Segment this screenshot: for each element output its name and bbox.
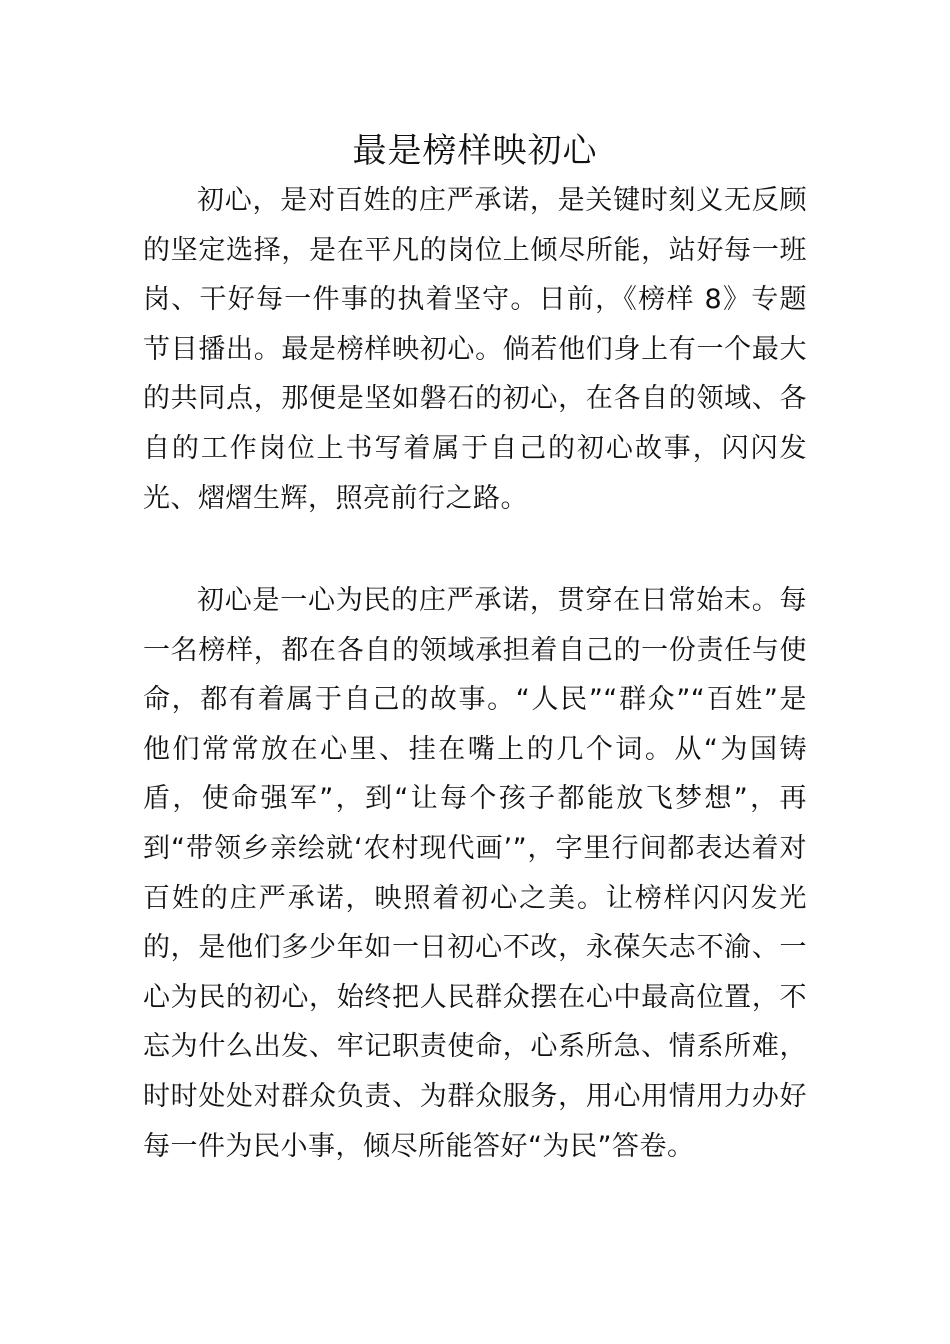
paragraph-1: 初心，是对百姓的庄严承诺，是关键时刻义无反顾的坚定选择，是在平凡的岗位上倾尽所能，站好每一班岗、干好每一件事的执着坚守。日前，《榜样 8》专题节目播出。最是榜样映初心。倘若他们身上有一个最大的共同点，那便是坚如磐石的初心，在各自的领域、各自的工作岗位上书写着属于自己的初心故事，闪闪发光、熠熠生辉，照亮前行之路。 — [143, 185, 807, 514]
paragraph-2: 初心是一心为民的庄严承诺，贯穿在日常始末。每一名榜样，都在各自的领域承担着自己的一份责任与使命，都有着属于自己的故事。“人民”“群众”“百姓”是他们常常放在心里、挂在嘴上的几个词。从“为国铸盾，使命强军”，到“让每个孩子都能放飞梦想”，再到“带领乡亲绘就‘农村现代画’”，字里行间都表达着对百姓的庄严承诺，映照着初心之美。让榜样闪闪发光的，是他们多少年如一日初心不改，永葆矢志不渝、一心为民的初心，始终把人民群众摆在心中最高位置，不忘为什么出发、牢记职责使命，心系所急、情系所难，时时处处对群众负责、为群众服务，用心用情用力办好每一件为民小事，倾尽所能答好“为民”答卷。 — [143, 585, 807, 1162]
document-title: 最是榜样映初心 — [352, 131, 598, 171]
